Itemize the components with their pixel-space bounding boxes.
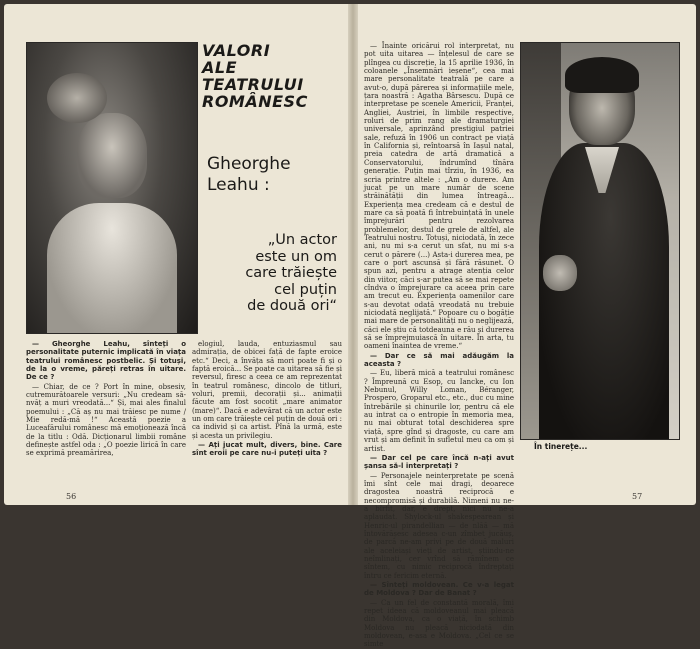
series-title-line: VALORI — [202, 41, 271, 60]
portrait-photo-left — [26, 42, 198, 334]
interview-answer: — Personajele neinterpretate pe scenă îmi sînt cele mai dragi, deoarece dragostea noastră reciprocă e necompromisă și durabilă. Nimeni nu ne-a bîrfit, dar, e drept, nici nu ne-a aplaudat. Shylock-ul shakespearean și Henric-ul pirandellian — de nlăă — mă întovărășesc adesea c-un zîmbet jucăuș, de parcă ne-am privi pe de două maluri ale aceleiași vieți de artist, știindu-ne neîmlinați, cer vrînd să rămînem ce sîntem, cu nimic reciprocă îndreptați întru ce fericim eternă. — [364, 471, 514, 580]
headline-quote — [207, 232, 337, 315]
portrait-photo-right — [520, 42, 680, 440]
book-gutter — [348, 4, 358, 505]
photo-hair-shape — [565, 57, 639, 93]
actor-name: Gheorghe Leahu : — [207, 154, 291, 195]
photo-shirt-shape — [47, 203, 177, 333]
photo-hand-shape — [47, 73, 107, 123]
page-number-right: 57 — [632, 492, 643, 501]
interview-question: — Sînteți moldovean. Ce v-a legat de Moldova ? Dar de Banat ? — [364, 581, 514, 598]
photo-hand-shape — [543, 255, 577, 291]
interview-question: — Dar cel pe care încă n-ați avut șansa să-l interpretați ? — [364, 453, 514, 471]
quote-line: „Un actor — [267, 232, 337, 248]
photo-caption: În tinerețe... — [534, 442, 588, 451]
interview-answer: — Înainte oricărui rol interpretat, nu pot uita uitarea — înțelesul de care se plîngea cu discreție, la 15 aprilie 1936, în coloanele „Însemnări ieșene“, cea mai mare personalitate teatrală pe care a avut-o, după părerea și informațiile mele, țara noastră : Agatha Bârsescu. După ce interpretase pe scenele Americii, Franței, Angliei, Austriei, în limbile respective, roluri de prim rang ale dramaturgiei universale, aprinzând prestigiul patriei sale, refuză în 1906 un contract pe viață în California și, reîntoarsă în Iașul natal, preia catedra de artă dramatică a Conservatorului, îndrumînd tînăra generație. Puțin mai tîrziu, în 1936, ea scria printre altele : „Am o durere. Am jucat pe un mare număr de scene străinătății din lumea întreagă... Experiența mea credeam că e destul de mare ca să poată fi întrebuințată în unele împrejurări pentru rezolvarea problemelor, destul de grele de altfel, ale Teatrului nostru. Totuși, niciodată, în zece ani, nu mi s-a cerut un sfat, nu mi s-a cerut o părere (...) Asta-i durerea mea, pe care o port ascunsă și fără răsunet. O spun azi, pentru a atrage atenția celor din viitor, căci s-ar putea să se mai repete cîndva o împrejurare ca aceea prin care am trecut eu. Experiența oamenilor care s-au devotat odată vreodată nu trebuie niciodată neglijată.“ Popoare cu o bogăție mai mare de personalități nu o neglijează, căci ele știu că totdeauna e rău și durerea să se împrejmuiască în uitare. În arta, tu oameni înaintea de vreme.“ — [364, 42, 514, 351]
interview-question: — Gheorghe Leahu, sînteți o personalitate puternic implicată în viața teatrului românesc postbelic. Și totuși, de la o vreme, păreți retras în uitare. De ce ? — [26, 340, 186, 382]
article-column-left-1 — [26, 340, 186, 492]
interview-question: — Ați jucat mult, divers, bine. Care sînt eroii pe care nu-i puteți uita ? — [192, 441, 342, 458]
interview-answer: — Chiar, de ce ? Port în mine, obsesiv, cutremurătoarele versuri: „Nu credeam să-nvăț a muri vreodată...“ Și, mai ales finalul poemului : „Că aș nu mai trăiesc pe nume / Mie redă-mă !“ Această poezie a Luceafărului românesc mă emoționează încă de la titlu : Odă. Dicționarul limbii române definește astfel oda : „O poezie lirică în care se exprimă preamărirea, — [26, 382, 186, 458]
quote-line: cel puțin — [274, 281, 337, 298]
quote-line: care trăiește — [245, 265, 337, 281]
series-title — [202, 42, 347, 110]
series-title-line: TEATRULUI — [202, 75, 304, 94]
interview-answer: — Ca un fel de constantă morală, îmi repet ideea că moldoveanul mai pleacă din Moldova, ca o viață, în schimb Moldova nu pleacă niciodată din moldovean, e-asa e Moldova. „Cel ce se simte — [364, 598, 514, 649]
interview-question: — Dar ce să mai adăugăm la aceasta ? — [364, 351, 514, 369]
magazine-spread — [4, 4, 696, 649]
photo-head-shape — [77, 113, 147, 198]
page-number-left: 56 — [66, 492, 77, 501]
interview-answer: — Eu, liberă mică a teatrului românesc ? Împreună cu Esop, cu Iancke, cu Ion Nebunul, Willy Loman, Béranger, Prospero, Groparul etc., etc., duc cu mine întrebările și chinurile lor, pentru că ele au intrat ca o entropie în memoria mea, nu mai obturat total deschiderea spre viață, spre gînd și dragoste, cu care am vrut și am definit în sufletul meu ca om și artist. — [364, 369, 514, 453]
article-column-right — [364, 42, 514, 649]
series-title-line: ROMÂNESC — [202, 92, 308, 111]
interview-answer: elogiul, lauda, entuziasmul sau admirația, de obicei față de fapte eroice etc.“ Deci, a învăța să mori poate fi și o faptă eroică... Se poate ca uitarea să fie și reversul, firesc a ceea ce am reprezentat în teatrul românesc, dincolo de titluri, voluri, premii, decorații și... animații făcute am fost socotit „mare animator (mare)“. Dacă e adevărat că un actor este un om care trăiește cel puțin de două ori : ca individ și ca artist. Pînă la urmă, este și acesta un privilegiu. — [192, 340, 342, 440]
series-title-line: ALE — [202, 58, 238, 77]
quote-line: de două ori“ — [247, 298, 337, 314]
article-column-left-2 — [192, 340, 342, 492]
quote-line: este un om — [255, 248, 337, 265]
